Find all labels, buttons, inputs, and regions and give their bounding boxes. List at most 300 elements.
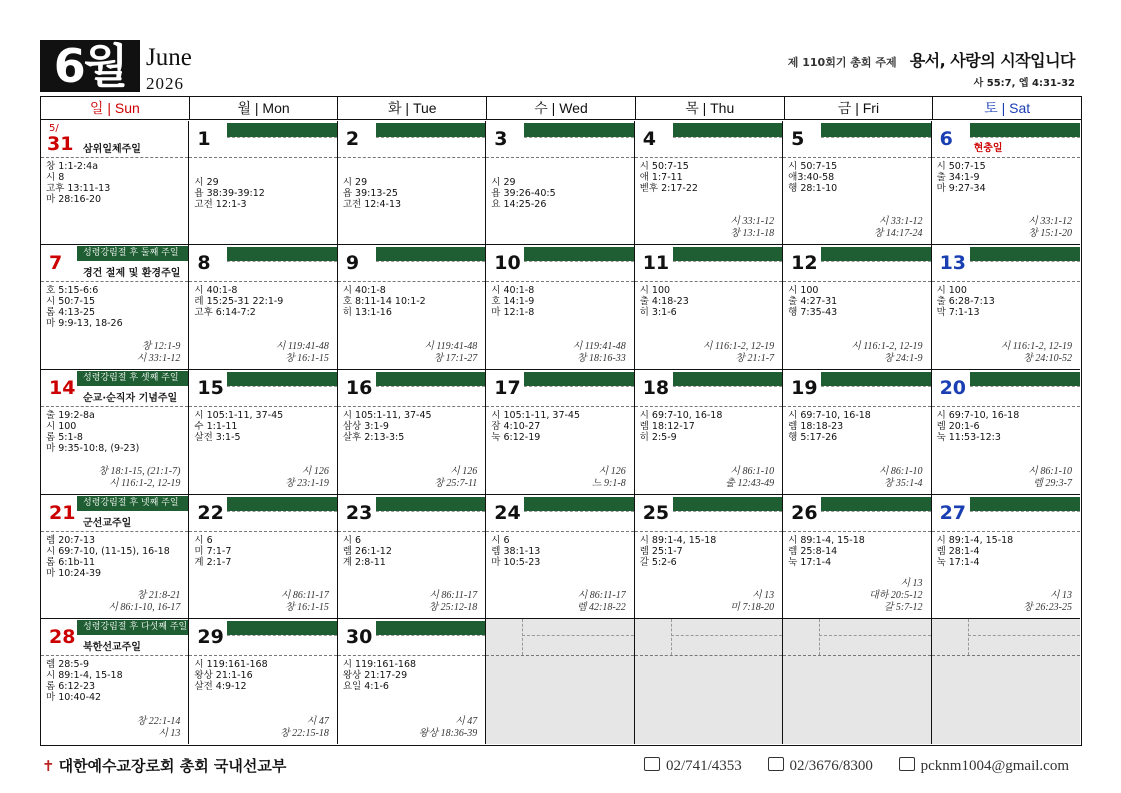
green-header-bar: [970, 247, 1080, 261]
daily-readings: 시 100 출 4:18-23 히 3:1-6: [639, 285, 689, 319]
date-header: [338, 370, 485, 407]
date-number: 18: [642, 376, 670, 399]
memory-reading-line: 시 33:1-12: [878, 216, 923, 228]
email-address: pcknm1004@gmail.com: [920, 758, 1069, 774]
memory-reading-line: 시 33:1-12: [730, 216, 775, 228]
date-number: 8: [197, 252, 211, 275]
liturgical-week-label: 성령강림절 후 넷째 주일: [77, 496, 188, 511]
memory-reading-line: 시 119:41-48: [572, 340, 626, 352]
date-number: 23: [345, 501, 373, 524]
cell-divider: [522, 619, 523, 655]
daily-readings: 시 89:1-4, 15-18 렘 25:8-14 눅 17:1-4: [788, 534, 865, 568]
memory-reading-line: 시 126: [301, 465, 329, 477]
footer-contacts: [622, 757, 1069, 775]
green-header-bar: [970, 497, 1080, 511]
cell-divider: [524, 261, 633, 262]
date-number: 25: [642, 501, 670, 524]
memory-readings: [874, 216, 923, 240]
weekday-thu: 목 | Thu: [635, 97, 784, 119]
memory-readings: [137, 341, 181, 365]
date-number: 22: [197, 501, 224, 524]
date-number: 21: [49, 501, 76, 524]
date-header: [783, 370, 930, 407]
day-cell: [189, 370, 337, 495]
daily-readings: 창 1:1-2:4a 시 8 고후 13:11-13 마 28:16-20: [46, 160, 111, 205]
daily-readings: 시 6 미 7:1-7 계 2:1-7: [194, 534, 232, 568]
cell-divider: [968, 635, 1080, 636]
memory-readings: [424, 341, 477, 365]
daily-readings: 시 105:1-11, 37-45 수 1:1-11 살전 3:1-5: [194, 409, 284, 443]
liturgical-week-label: 성령강림절 후 둘째 주일: [77, 246, 188, 261]
cell-divider: [524, 386, 633, 387]
date-header: [338, 245, 485, 282]
weekday-sun: 일 | Sun: [89, 100, 140, 116]
memory-reading-line: 창 15:1-20: [1028, 228, 1072, 240]
green-header-bar: [376, 497, 485, 511]
day-cell: [486, 121, 634, 246]
memory-reading-line: 시 119:41-48: [424, 340, 478, 352]
memory-reading-line: 창 17:1-27: [433, 352, 478, 364]
daily-readings: 시 119:161-168 왕상 21:1-16 살전 4:9-12: [194, 659, 268, 693]
memory-reading-line: 출 12:43-49: [725, 477, 775, 489]
cell-divider: [227, 511, 336, 512]
day-cell: [41, 370, 189, 495]
liturgical-week-label: 성령강림절 후 다섯째 주일: [77, 620, 188, 635]
day-cell: [783, 121, 931, 246]
memory-readings: [577, 590, 626, 614]
day-cell: [189, 619, 337, 744]
memory-reading-line: 시 126: [450, 465, 478, 477]
special-sunday-title: 순교·순직자 기념주일: [83, 392, 178, 404]
date-header: [635, 495, 782, 532]
green-header-bar: [821, 497, 930, 511]
cell-divider: [376, 386, 485, 387]
date-number: 1: [197, 127, 211, 150]
daily-readings: 시 29 욥 38:39-39:12 고전 12:1-3: [194, 176, 265, 210]
cell-divider: [227, 261, 336, 262]
memory-reading-line: 렘 42:18-22: [576, 602, 626, 614]
date-header: [338, 619, 485, 656]
date-number: 26: [791, 501, 818, 524]
cell-divider: [819, 635, 930, 636]
cell-divider: [522, 635, 633, 636]
memory-reading-line: 창 22:15-18: [280, 727, 329, 739]
date-header: [189, 245, 336, 282]
green-header-bar: [227, 621, 336, 635]
memory-reading-line: 창 16:1-15: [285, 352, 329, 364]
memory-reading-line: 창 12:1-9: [141, 340, 181, 352]
day-cell: [486, 370, 634, 495]
weekday-sat: 토 | Sat: [932, 97, 1081, 119]
green-header-bar: [970, 372, 1080, 386]
date-number: 5: [791, 127, 805, 150]
daily-readings: 시 69:7-10, 16-18 렘 20:1-6 눅 11:53-12:3: [936, 409, 1020, 443]
date-number: 19: [791, 376, 818, 399]
phone-number: 02/741/4353: [665, 758, 742, 774]
memory-reading-line: 창 14:17-24: [873, 228, 923, 240]
email-icon: [899, 757, 915, 771]
day-cell: [338, 245, 486, 370]
day-cell: [932, 370, 1080, 495]
date-header: [486, 121, 633, 158]
memory-reading-line: 시 86:11-17: [280, 590, 329, 602]
green-header-bar: [673, 372, 782, 386]
date-header: [41, 245, 188, 282]
weekday-fri: 금 | Fri: [784, 97, 933, 119]
memory-readings: [276, 341, 329, 365]
day-cell: [932, 495, 1080, 620]
cell-divider: [376, 511, 485, 512]
date-header: [189, 121, 336, 158]
day-cell: [486, 495, 634, 620]
memory-reading-line: 창 18:16-33: [576, 352, 626, 364]
date-header: [41, 619, 188, 656]
cell-divider: [821, 386, 930, 387]
weekday-header: [41, 97, 1081, 120]
date-number: 29: [197, 626, 224, 649]
cell-divider: [227, 137, 336, 138]
theme-text: 용서, 사랑의 시작입니다: [909, 51, 1075, 70]
memory-reading-line: 시 86:1-10: [878, 465, 923, 477]
date-number: 2: [345, 127, 360, 150]
date-header: [635, 619, 782, 656]
memory-reading-line: 시 126: [598, 465, 626, 477]
date-number: 6: [939, 127, 953, 150]
memory-readings: [137, 716, 181, 740]
memory-readings: [419, 716, 477, 740]
memory-reading-line: 시 116:1-2, 12-19: [1000, 340, 1072, 352]
green-header-bar: [821, 123, 930, 137]
date-header: [486, 370, 633, 407]
empty-day-cell: [486, 619, 634, 744]
memory-readings: [725, 466, 774, 490]
daily-readings: 시 89:1-4, 15-18 렘 25:1-7 갈 5:2-6: [639, 534, 717, 568]
memory-reading-line: 창 26:23-25: [1023, 602, 1072, 614]
cell-divider: [673, 511, 782, 512]
day-cell: [189, 495, 337, 620]
memory-readings: [280, 716, 329, 740]
green-header-bar: [376, 247, 485, 261]
daily-readings: 시 50:7-15 애3:40-58 행 28:1-10: [788, 160, 838, 194]
day-cell: [338, 619, 486, 744]
cell-divider: [673, 261, 782, 262]
memory-readings: [703, 341, 774, 365]
day-cell: [783, 245, 931, 370]
day-cell: [635, 245, 783, 370]
phone-icon: [644, 757, 660, 771]
date-number: 16: [345, 376, 373, 399]
date-number: 20: [939, 376, 967, 399]
memory-reading-line: 창 16:1-15: [285, 602, 329, 614]
daily-readings: 시 6 렘 38:1-13 마 10:5-23: [491, 534, 541, 568]
green-header-bar: [227, 247, 336, 261]
memory-reading-line: 창 21:8-21: [136, 590, 181, 602]
special-sunday-title: 군선교주일: [83, 517, 132, 529]
memory-reading-line: 시 33:1-12: [1028, 216, 1072, 228]
day-cell: [189, 245, 337, 370]
cell-divider: [524, 137, 633, 138]
green-header-bar: [227, 372, 336, 386]
cell-divider: [970, 261, 1080, 262]
date-number: 11: [642, 252, 670, 275]
daily-readings: 시 69:7-10, 16-18 렘 18:12-17 히 2:5-9: [639, 409, 723, 443]
date-header: [338, 121, 485, 158]
year: 2026: [146, 74, 184, 93]
date-header: [635, 121, 782, 158]
date-number: 12: [791, 252, 818, 275]
memory-reading-line: 창 25:12-18: [428, 602, 478, 614]
church-cross-icon: ✝: [42, 757, 55, 775]
daily-readings: 시 50:7-15 애 1:7-11 벧후 2:17-22: [639, 160, 698, 194]
weekday-mon: 월 | Mon: [189, 97, 338, 119]
date-number: 28: [49, 626, 76, 649]
daily-readings: 시 50:7-15 출 34:1-9 마 9:27-34: [936, 160, 986, 194]
fax-icon: [768, 757, 784, 771]
memory-reading-line: 시 33:1-12: [136, 352, 181, 364]
date-header: [189, 370, 336, 407]
memory-readings: [108, 590, 180, 614]
daily-readings: 렘 28:5-9 시 89:1-4, 15-18 롬 6:12-23 마 10:40-42: [46, 659, 123, 704]
previous-month-label: 5/: [49, 122, 59, 134]
green-header-bar: [376, 621, 485, 635]
cell-divider: [673, 386, 782, 387]
date-header: [486, 619, 633, 656]
daily-readings: 시 89:1-4, 15-18 렘 28:1-4 눅 17:1-4: [936, 534, 1014, 568]
cell-divider: [671, 635, 782, 636]
daily-readings: 시 69:7-10, 16-18 렘 18:18-23 행 5:17-26: [788, 409, 871, 443]
memory-reading-line: 미 7:18-20: [730, 602, 775, 614]
theme-reference: 사 55:7, 엡 4:31-32: [973, 78, 1075, 89]
day-cell: [189, 121, 337, 246]
green-header-bar: [524, 247, 633, 261]
date-number: 27: [939, 501, 967, 524]
date-header: [41, 495, 188, 532]
liturgical-week-label: 성령강림절 후 셋째 주일: [77, 371, 188, 386]
day-cell: [783, 495, 931, 620]
memory-reading-line: 창 25:7-11: [434, 477, 478, 489]
green-header-bar: [524, 497, 633, 511]
daily-readings: 렘 20:7-13 시 69:7-10, (11-15), 16-18 롬 6:1b-11 마 10:24-39: [46, 534, 170, 579]
daily-readings: 시 40:1-8 레 15:25-31 22:1-9 고후 6:14-7:2: [194, 285, 284, 319]
date-header: [783, 121, 930, 158]
date-header: [338, 495, 485, 532]
daily-readings: 시 105:1-11, 37-45 잠 4:10-27 눅 6:12-19: [491, 409, 581, 443]
date-header: [783, 245, 930, 282]
memory-readings: [879, 466, 923, 490]
memory-reading-line: 시 13: [751, 590, 775, 602]
green-header-bar: [227, 497, 336, 511]
cell-divider: [227, 635, 336, 636]
date-number: 14: [49, 376, 76, 399]
memory-reading-line: 시 116:1-2, 12-19: [109, 477, 181, 489]
day-cell: [41, 495, 189, 620]
cell-divider: [970, 137, 1080, 138]
date-header: [41, 121, 188, 158]
memory-reading-line: 시 119:41-48: [275, 340, 329, 352]
memory-readings: [573, 341, 626, 365]
cell-divider: [671, 619, 672, 655]
date-header: [41, 370, 188, 407]
date-header: [486, 495, 633, 532]
memory-reading-line: 시 13: [900, 578, 923, 590]
fax-number: 02/3676/8300: [789, 758, 873, 774]
date-header: [783, 495, 930, 532]
daily-readings: 시 6 렘 26:1-12 계 2:8-11: [342, 534, 392, 568]
memory-readings: [730, 216, 774, 240]
green-header-bar: [376, 123, 485, 137]
date-header: [932, 245, 1080, 282]
green-header-bar: [673, 247, 782, 261]
cell-divider: [673, 137, 782, 138]
day-cell: [932, 245, 1080, 370]
daily-readings: 시 40:1-8 호 8:11-14 10:1-2 히 13:1-16: [342, 285, 426, 319]
memory-reading-line: 시 13: [158, 727, 181, 739]
memory-readings: [1023, 590, 1072, 614]
green-header-bar: [227, 123, 336, 137]
memory-reading-line: 창 18:1-15, (21:1-7): [98, 465, 181, 477]
cell-divider: [227, 386, 336, 387]
date-number: 31: [47, 132, 74, 155]
memory-reading-line: 창 24:1-9: [883, 352, 923, 364]
memory-reading-line: 왕상 18:36-39: [418, 727, 478, 739]
green-header-bar: [524, 372, 633, 386]
green-header-bar: [376, 372, 485, 386]
special-sunday-title: 경건 절제 및 환경주일: [83, 268, 181, 280]
date-number: 30: [345, 626, 373, 649]
month-english: June: [146, 44, 192, 71]
date-number: 10: [494, 252, 521, 275]
memory-readings: [285, 466, 329, 490]
memory-reading-line: 창 13:1-18: [730, 228, 775, 240]
date-number: 9: [345, 252, 360, 275]
memory-readings: [434, 466, 477, 490]
day-cell: [338, 121, 486, 246]
assembly-theme: [788, 48, 1075, 71]
date-number: 3: [494, 127, 508, 150]
footer-org: [42, 755, 286, 776]
date-number: 15: [197, 376, 224, 399]
memory-reading-line: 창 35:1-4: [883, 477, 923, 489]
date-number: 13: [939, 252, 967, 275]
day-cell: [338, 495, 486, 620]
org-name: 대한예수교장로회 총회 국내선교부: [58, 757, 287, 775]
date-header: [932, 121, 1080, 158]
green-header-bar: [673, 123, 782, 137]
special-sunday-title: 삼위일체주일: [83, 143, 141, 155]
memory-reading-line: 창 24:10-52: [1023, 352, 1072, 364]
green-header-bar: [673, 497, 782, 511]
holiday-label: 현충일: [973, 142, 1003, 154]
weekday-tue: 화 | Tue: [337, 97, 486, 119]
daily-readings: 호 5:15-6:6 시 50:7-15 롬 4:13-25 마 9:9-13, 18-26: [46, 285, 123, 330]
date-header: [189, 495, 336, 532]
memory-reading-line: 갈 5:7-12: [883, 602, 923, 614]
daily-readings: 시 40:1-8 호 14:1-9 마 12:1-8: [491, 285, 535, 319]
memory-reading-line: 시 47: [455, 715, 478, 727]
cell-divider: [819, 619, 820, 655]
cell-divider: [376, 137, 485, 138]
memory-readings: [1001, 341, 1072, 365]
cell-divider: [821, 511, 930, 512]
memory-readings: [730, 590, 774, 614]
date-header: [189, 619, 336, 656]
cell-divider: [968, 619, 969, 655]
date-number: 7: [49, 252, 63, 275]
date-number: 24: [494, 501, 521, 524]
theme-label: 제 110회기 총회 주제: [787, 56, 897, 69]
day-cell: [932, 121, 1080, 246]
memory-reading-line: 시 86:11-17: [429, 590, 478, 602]
month-badge: 6월: [40, 40, 140, 92]
daily-readings: 출 19:2-8a 시 100 롬 5:1-8 마 9:35-10:8, (9-23): [46, 409, 140, 454]
memory-reading-line: 시 86:11-17: [577, 590, 626, 602]
memory-readings: [869, 578, 922, 614]
memory-reading-line: 시 47: [306, 715, 329, 727]
empty-day-cell: [635, 619, 783, 744]
daily-readings: 시 29 욥 39:13-25 고전 12:4-13: [342, 176, 402, 210]
memory-reading-line: 시 86:1-10: [1028, 465, 1072, 477]
memory-reading-line: 시 116:1-2, 12-19: [702, 340, 775, 352]
memory-reading-line: 시 13: [1049, 590, 1072, 602]
memory-readings: [1028, 216, 1072, 240]
date-header: [932, 619, 1080, 656]
date-header: [486, 245, 633, 282]
cell-divider: [970, 386, 1080, 387]
date-header: [635, 370, 782, 407]
daily-readings: 시 29 욥 39:26-40:5 요 14:25-26: [491, 176, 556, 210]
date-header: [635, 245, 782, 282]
day-cell: [486, 245, 634, 370]
green-header-bar: [524, 123, 633, 137]
cell-divider: [376, 635, 485, 636]
memory-reading-line: 창 22:1-14: [136, 715, 181, 727]
date-header: [932, 495, 1080, 532]
memory-readings: [1028, 466, 1072, 490]
calendar-grid: [40, 96, 1082, 746]
memory-reading-line: 창 23:1-19: [285, 477, 329, 489]
memory-readings: [592, 466, 626, 490]
cell-divider: [821, 261, 930, 262]
date-number: 17: [494, 376, 521, 399]
green-header-bar: [821, 247, 930, 261]
date-number: 4: [642, 127, 656, 150]
daily-readings: 시 119:161-168 왕상 21:17-29 요일 4:1-6: [342, 659, 417, 693]
day-cell: [41, 619, 189, 744]
memory-reading-line: 시 86:1-10: [730, 465, 775, 477]
day-cell: [635, 121, 783, 246]
memory-reading-line: 대하 20:5-12: [869, 590, 923, 602]
daily-readings: 시 105:1-11, 37-45 삼상 3:1-9 살후 2:13-3:5: [342, 409, 432, 443]
special-sunday-title: 북한선교주일: [83, 642, 141, 654]
green-header-bar: [970, 123, 1080, 137]
day-cell: [635, 495, 783, 620]
day-cell: [41, 245, 189, 370]
date-header: [783, 619, 930, 656]
day-cell: [41, 121, 189, 246]
weekday-wed: 수 | Wed: [486, 97, 635, 119]
cell-divider: [376, 261, 485, 262]
cell-divider: [821, 137, 930, 138]
memory-reading-line: 창 21:1-7: [735, 352, 775, 364]
empty-day-cell: [783, 619, 931, 744]
memory-reading-line: 렘 29:3-7: [1033, 477, 1072, 489]
memory-readings: [428, 590, 477, 614]
daily-readings: 시 100 출 4:27-31 행 7:35-43: [788, 285, 838, 319]
memory-reading-line: 느 9:1-8: [591, 477, 626, 489]
daily-readings: 시 100 출 6:28-7:13 막 7:1-13: [936, 285, 995, 319]
memory-reading-line: 시 116:1-2, 12-19: [851, 340, 923, 352]
memory-reading-line: 시 86:1-10, 16-17: [108, 602, 181, 614]
